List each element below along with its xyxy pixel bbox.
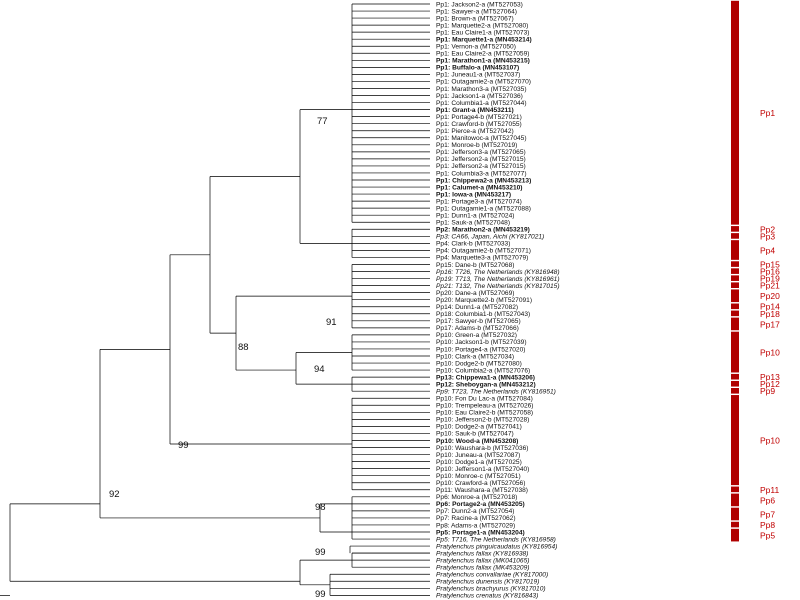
clade-label: Pp6	[760, 495, 776, 506]
clade-bar	[731, 240, 739, 260]
leaf-label: Pp1: Grant-a (MN453211)	[436, 106, 514, 114]
clade-label: Pp8	[760, 519, 776, 530]
leaf-label: Pp8: Adams-a (MT527029)	[436, 522, 516, 530]
clade-label: Pp21	[760, 280, 780, 291]
leaf-label: Pp1: Crawford-b (MT527055)	[436, 120, 522, 128]
clade-label: Pp11	[760, 484, 780, 495]
leaf-label: Pp10: Dodge1-a (MT527025)	[436, 458, 522, 466]
clade-bar	[731, 261, 739, 267]
bootstrap-values	[109, 116, 337, 600]
clade-bar	[731, 304, 739, 310]
clade-bar	[731, 381, 739, 387]
leaf-label: Pp3: CA66, Japan, Aichi (KY817021)	[436, 233, 545, 241]
clade-label: Pp15	[760, 259, 780, 270]
leaf-label: Pp13: Chippewa1-a (MN453206)	[436, 374, 535, 382]
leaf-label: Pp12: Sheboygan-a (MN453212)	[436, 381, 536, 389]
leaf-label: Pp10: Portage4-a (MT527020)	[436, 346, 526, 354]
leaf-label: Pp5: T716, The Netherlands (KY816958)	[436, 536, 556, 544]
leaf-label: Pp1: Calumet-a (MN453210)	[436, 184, 523, 192]
leaf-label: Pp10: Dodge2-b (MT527080)	[436, 360, 522, 368]
leaf-label: Pp15: Dane-b (MT527068)	[436, 261, 515, 269]
leaf-label: Pp1: Jefferson2-a (MT527015)	[436, 156, 526, 164]
clade-bar	[731, 289, 739, 302]
clade-label: Pp10	[760, 347, 780, 358]
leaf-label: Pp21: T132, The Netherlands (KY817015)	[436, 282, 560, 290]
leaf-label: Pp6: Portage2-a (MN453205)	[436, 501, 525, 509]
leaf-label: Pp1: Jefferson3-a (MT527065)	[436, 149, 526, 157]
leaf-label: Pp4: Outagamie2-b (MT527071)	[436, 247, 531, 255]
leaf-label: Pp1: Sawyer-a (MT527064)	[436, 8, 517, 16]
bootstrap-value: 99	[178, 440, 189, 451]
leaf-label: Pp1: Buffalo-a (MN453107)	[436, 64, 520, 72]
clade-bar	[731, 374, 739, 380]
leaf-label: Pp10: Fon Du Lac-a (MT527084)	[436, 395, 533, 403]
leaf-label: Pp1: Monroe-b (MT527019)	[436, 142, 518, 150]
leaf-label: Pp2: Marathon2-a (MN453219)	[436, 226, 530, 234]
clade-bar	[731, 268, 739, 274]
clade-bar	[731, 311, 739, 317]
leaf-label: Pp1: Brown-a (MT527067)	[436, 15, 514, 23]
bootstrap-value: 92	[109, 489, 120, 500]
clade-bar	[731, 522, 739, 528]
leaf-label: Pp1: Jackson2-a (MT527053)	[436, 1, 523, 9]
leaf-label: Pp5: Portage1-a (MN453204)	[436, 529, 525, 537]
clade-label: Pp1	[760, 108, 776, 119]
leaf-label: Pp10: Jackson1-b (MT527039)	[436, 339, 527, 347]
leaf-label: Pp9: T723, The Netherlands (KY816951)	[436, 388, 556, 396]
clade-label: Pp12	[760, 379, 780, 390]
leaf-label: Pp1: Marathon1-a (MN453215)	[436, 57, 530, 65]
leaf-label: Pratylenchus fallax (MK041065)	[436, 557, 530, 565]
leaf-labels	[436, 1, 560, 600]
leaf-label: Pratylenchus dunensis (KY817019)	[436, 578, 540, 586]
clade-bar	[731, 226, 739, 232]
clade-bar	[731, 529, 739, 542]
leaf-label: Pp1: Eau Claire1-a (MT527073)	[436, 29, 530, 37]
leaf-label: Pp1: Pierce-a (MT527042)	[436, 128, 514, 136]
leaf-label: Pp4: Clark-b (MT527033)	[436, 240, 511, 248]
leaf-label: Pp1: Jackson1-a (MT527036)	[436, 92, 523, 100]
leaf-label: Pp1: Outagamie2-a (MT527070)	[436, 78, 531, 86]
clade-bar	[731, 233, 739, 239]
leaf-label: Pp1: Marquette2-a (MT527080)	[436, 22, 529, 30]
clade-label: Pp18	[760, 308, 780, 319]
bootstrap-value: 77	[317, 116, 328, 127]
leaf-label: Pp10: Columbia2-a (MT527076)	[436, 367, 531, 375]
leaf-label: Pp1: Jefferson2-a (MT527015)	[436, 163, 526, 171]
bootstrap-value: 99	[315, 589, 326, 600]
bootstrap-value: 98	[315, 502, 326, 513]
bootstrap-value: 99	[315, 547, 326, 558]
leaf-label: Pp1: Manitowoc-a (MT527045)	[436, 135, 527, 143]
leaf-label: Pratylenchus pinguicaudatus (KY816954)	[436, 543, 558, 551]
leaf-label: Pp10: Crawford-a (MT527056)	[436, 480, 526, 488]
leaf-label: Pp4: Marquette3-a (MT527079)	[436, 254, 529, 262]
leaf-label: Pratylenchus crenatus (KY816843)	[436, 592, 539, 600]
clade-bar	[731, 388, 739, 394]
leaf-label: Pp1: Sauk-a (MT527048)	[436, 219, 511, 227]
clade-label: Pp3	[760, 231, 776, 242]
leaf-label: Pp10: Wood-a (MN453208)	[436, 437, 519, 445]
clade-label: Pp4	[760, 245, 776, 256]
bootstrap-value: 91	[326, 317, 337, 328]
clade-bar	[731, 487, 739, 493]
leaf-label: Pp1: Dunn1-a (MT527024)	[436, 212, 515, 220]
leaf-label: Pp7: Racine-a (MT527062)	[436, 515, 516, 523]
leaf-label: Pp10: Jefferson1-a (MT527040)	[436, 465, 530, 473]
clade-bar	[731, 318, 739, 331]
leaf-label: Pp17: Adams-b (MT527066)	[436, 325, 519, 333]
leaf-label: Pp16: T726, The Netherlands (KY816948)	[436, 268, 560, 276]
leaf-label: Pp1: Juneau1-a (MT527037)	[436, 71, 521, 79]
leaf-label: Pp1: Iowa-a (MN453217)	[436, 191, 512, 199]
leaf-label: Pp1: Columbia3-a (MT527077)	[436, 170, 527, 178]
clade-bar	[731, 494, 739, 507]
leaf-label: Pp10: Green-a (MT527032)	[436, 332, 517, 340]
leaf-label: Pp19: T713, The Netherlands (KY816961)	[436, 275, 560, 283]
leaf-label: Pp1: Marathon3-a (MT527035)	[436, 85, 527, 93]
clade-bar	[731, 508, 739, 521]
leaf-label: Pp6: Monroe-a (MT527018)	[436, 494, 518, 502]
leaf-label: Pratylenchus fallax (MK453209)	[436, 564, 530, 572]
leaf-label: Pp10: Jefferson2-b (MT527028)	[436, 416, 530, 424]
clade-label: Pp7	[760, 509, 776, 520]
clade-bar	[731, 1, 739, 225]
tree-branches	[0, 4, 430, 600]
leaf-label: Pp7: Dunn2-a (MT527054)	[436, 508, 515, 516]
clade-label: Pp14	[760, 301, 780, 312]
clade-bar	[731, 282, 739, 288]
clade-label: Pp19	[760, 273, 780, 284]
leaf-label: Pp17: Sawyer-b (MT527065)	[436, 318, 521, 326]
leaf-label: Pp1: Columbia1-a (MT527044)	[436, 99, 527, 107]
leaf-label: Pp10: Clark-a (MT527034)	[436, 353, 515, 361]
leaf-label: Pratylenchus convallariae (KY817000)	[436, 571, 549, 579]
leaf-label: Pp11: Waushara-a (MT527038)	[436, 487, 528, 495]
clade-label: Pp10	[760, 435, 780, 446]
leaf-label: Pp20: Marquette2-b (MT527091)	[436, 296, 533, 304]
clade-bars	[731, 1, 780, 542]
leaf-label: Pp1: Eau Claire2-a (MT527059)	[436, 50, 530, 58]
leaf-label: Pp20: Dane-a (MT527069)	[436, 289, 515, 297]
clade-bar	[731, 275, 739, 281]
leaf-label: Pp10: Eau Claire2-b (MT527058)	[436, 409, 534, 417]
leaf-label: Pp1: Portage4-b (MT527021)	[436, 113, 522, 121]
clade-bar	[731, 332, 739, 373]
leaf-label: Pp10: Monroe-c (MT527051)	[436, 472, 521, 480]
clade-label: Pp17	[760, 319, 780, 330]
clade-label: Pp20	[760, 291, 780, 302]
leaf-label: Pp14: Dunn1-a (MT527082)	[436, 304, 519, 312]
leaf-label: Pp1: Vernon-a (MT527050)	[436, 43, 516, 51]
leaf-label: Pp10: Trempeleau-a (MT527026)	[436, 402, 534, 410]
leaf-label: Pp10: Dodge2-a (MT527041)	[436, 423, 522, 431]
clade-label: Pp9	[760, 386, 776, 397]
clade-label: Pp13	[760, 372, 780, 383]
leaf-label: Pratylenchus brachyurus (KY817010)	[436, 585, 546, 593]
leaf-label: Pp18: Columbia1-b (MT527043)	[436, 311, 531, 319]
clade-label: Pp2	[760, 224, 776, 235]
bootstrap-value: 88	[238, 342, 249, 353]
leaf-label: Pp1: Chippewa2-a (MN453213)	[436, 177, 532, 185]
leaf-label: Pp10: Waushara-b (MT527036)	[436, 444, 529, 452]
leaf-label: Pp1: Outagamie1-a (MT527088)	[436, 205, 531, 213]
leaf-label: Pp1: Portage3-a (MT527074)	[436, 198, 522, 206]
leaf-label: Pp10: Sauk-b (MT527047)	[436, 430, 514, 438]
bootstrap-value: 94	[314, 364, 325, 375]
clade-label: Pp5	[760, 530, 776, 541]
leaf-label: Pp10: Juneau-a (MT527087)	[436, 451, 521, 459]
clade-bar	[731, 395, 739, 485]
clade-label: Pp16	[760, 266, 780, 277]
leaf-label: Pratylenchus fallax (KY816938)	[436, 550, 529, 558]
leaf-label: Pp1: Marquette1-a (MN453214)	[436, 36, 532, 44]
